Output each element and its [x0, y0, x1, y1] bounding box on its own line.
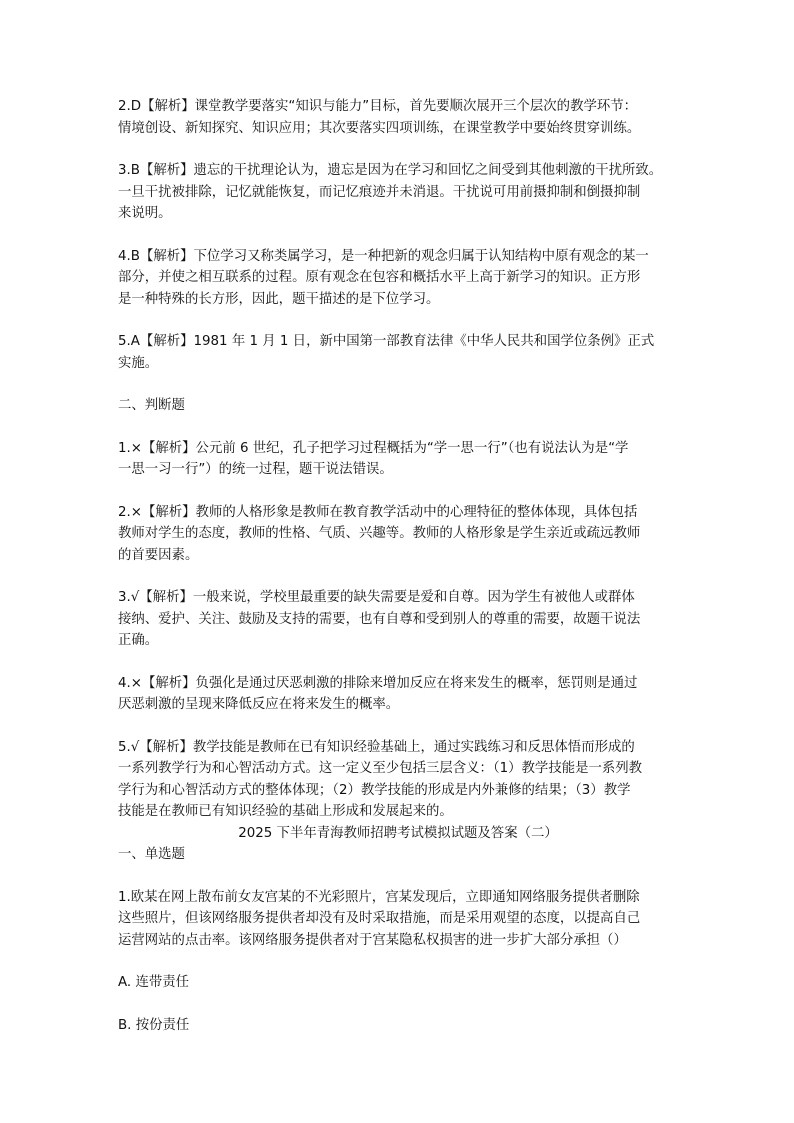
text-line: 厌恶刺激的呈现来降低反应在将来发生的概率。: [118, 697, 400, 712]
answer-5: [118, 331, 678, 374]
text-line: 这些照片，但该网络服务提供者却没有及时采取措施，而是采用观望的态度，以提高自己: [118, 911, 641, 926]
judgement-answer-4: [118, 673, 678, 716]
exam-title: 2025 下半年青海教师招聘考试模拟试题及答案（二）: [238, 825, 558, 841]
text-line: 接纳、爱护、关注、鼓励及支持的需要，也有自尊和受到别人的尊重的需要，故题干说法: [118, 611, 641, 627]
text-line: 3.B【解析】遗忘的干扰理论认为，遗忘是因为在学习和回忆之间受到其他刺激的干扰所致。: [118, 163, 663, 178]
judgement-answer-5: [118, 737, 678, 823]
text-line: 5.A【解析】1981 年 1 月 1 日，新中国第一部教育法律《中华人民共和国学位条例》正式: [118, 334, 655, 349]
text-line: 教师对学生的态度，教师的性格、气质、兴趣等。教师的人格形象是学生亲近或疏远教师: [118, 526, 641, 541]
section-heading-judgement: 二、判断题: [118, 398, 185, 413]
text-line: 1.×【解析】公元前 6 世纪，孔子把学习过程概括为“学一思一行”（也有说法认为是“学: [118, 440, 629, 456]
judgement-answer-3: [118, 587, 678, 652]
text-line: 是一种特殊的长方形，因此，题干描述的是下位学习。: [118, 291, 440, 307]
text-line: 技能是在教师已有知识经验的基础上形成和发展起来的。: [118, 804, 453, 819]
text-line: 的首要因素。: [118, 547, 199, 563]
text-line: 4.×【解析】负强化是通过厌恶刺激的排除来增加反应在将来发生的概率，惩罚则是通过: [118, 675, 638, 691]
option-b: B. 按份责任: [118, 1017, 190, 1033]
text-line: 2.D【解析】课堂教学要落实“知识与能力”目标，首先要顺次展开三个层次的教学环节：: [118, 99, 638, 114]
document-page: [118, 96, 678, 1057]
text-line: 正确。: [118, 633, 159, 648]
answer-3: [118, 160, 678, 225]
text-line: 实施。: [118, 355, 159, 371]
text-line: 5.√【解析】教学技能是教师在已有知识经验基础上，通过实践练习和反思体悟而形成的: [118, 739, 635, 755]
text-line: 3.√【解析】一般来说，学校里最重要的缺失需要是爱和自尊。因为学生有被他人或群体: [118, 590, 635, 605]
answer-2: [118, 96, 678, 139]
section-heading-single-choice: 一、单选题: [118, 847, 185, 862]
text-line: 学行为和心智活动方式的整体体现；（2）教学技能的形成是内外兼修的结果；（3）教学: [118, 782, 631, 798]
judgement-answer-2: [118, 502, 678, 567]
question-1: [118, 887, 678, 952]
text-line: 运营网站的点击率。该网络服务提供者对于宫某隐私权损害的进一步扩大部分承担（）: [118, 932, 627, 948]
text-line: 来说明。: [118, 206, 172, 221]
text-line: 一旦干扰被排除，记忆就能恢复，而记忆痕迹并未消退。干扰说可用前摄抑制和倒摄抑制: [118, 184, 641, 200]
text-line: 一思一习一行”）的统一过程，题干说法错误。: [118, 462, 393, 477]
text-line: 一系列教学行为和心智活动方式。这一定义至少包括三层含义：（1）教学技能是一系列教: [118, 761, 643, 776]
text-line: 部分，并使之相互联系的过程。原有观念在包容和概括水平上高于新学习的知识。正方形: [118, 270, 641, 285]
judgement-answer-1: [118, 438, 678, 481]
text-line: 4.B【解析】下位学习又称类属学习，是一种把新的观念归属于认知结构中原有观念的某一: [118, 248, 649, 264]
text-line: 情境创设、新知探究、知识应用；其次要落实四项训练，在课堂教学中要始终贯穿训练。: [118, 120, 641, 136]
text-line: 1.欧某在网上散布前女友宫某的不光彩照片，宫某发现后，立即通知网络服务提供者删除: [118, 889, 640, 905]
option-a: A. 连带责任: [118, 975, 189, 990]
answer-4: [118, 246, 678, 311]
text-line: 2.×【解析】教师的人格形象是教师在教育教学活动中的心理特征的整体体现，具体包括: [118, 504, 638, 520]
